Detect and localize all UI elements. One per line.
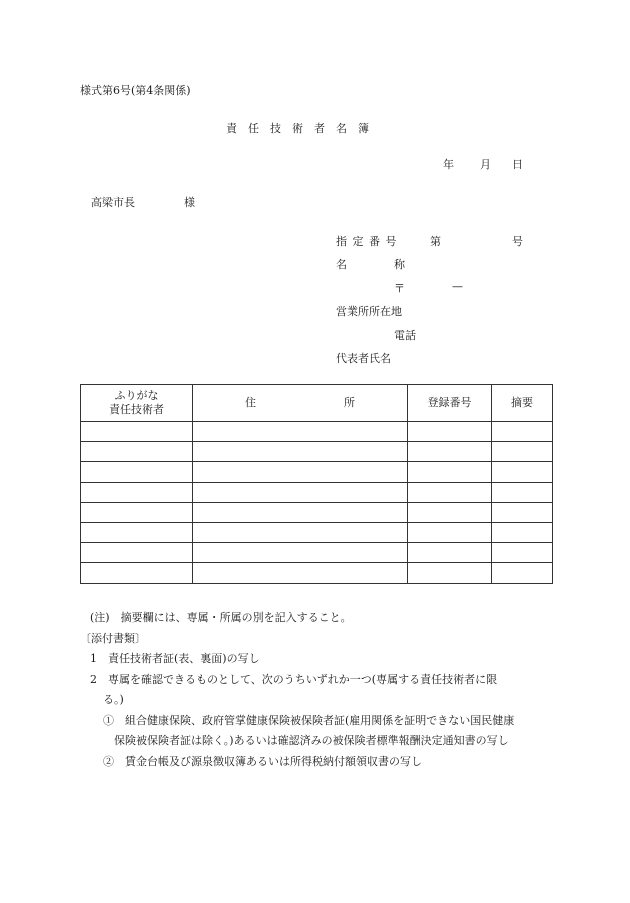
representative-name-label: 代表者氏名 [336,352,391,365]
name-label-first: 名 [336,258,347,271]
cell-technician-name[interactable] [81,563,193,583]
form-number: 様式第6号(第4条関係) [80,84,191,97]
cell-remarks[interactable] [492,502,553,522]
attachment-sub-item-1-continued: 保険被保険者証は除く。)あるいは確認済みの被保険者標準報酬決定通知書の写し [114,734,509,747]
document-title: 責 任 技 術 者 名 簿 [226,122,369,135]
table-row [81,543,553,563]
cell-address[interactable] [193,522,408,542]
cell-technician-name[interactable] [81,442,193,462]
header-remarks: 摘要 [492,385,553,422]
phone-label: 電話 [394,329,416,342]
attachment-sub-item-1: ① 組合健康保険、政府管掌健康保険被保険者証(雇用関係を証明できない国民健康 [103,713,515,727]
attachment-item-2: 2 専属を確認できるものとして、次のうちいずれか一つ(専属する責任技術者に限 [90,672,498,686]
cell-address[interactable] [193,442,408,462]
table-row [81,563,553,583]
attachment-sub-item-2: ② 賃金台帳及び源泉徴収簿あるいは所得税納付額領収書の写し [103,754,422,768]
table-row [81,522,553,542]
cell-technician-name[interactable] [81,522,193,542]
addressee-name: 高梁市長 [91,196,135,209]
attachment-item-1: 1 責任技術者証(表、裏面)の写し [90,652,260,665]
header-address [193,385,408,422]
table-row [81,442,553,462]
addressee-honorific: 様 [184,196,195,209]
cell-technician-name[interactable] [81,462,193,482]
technician-roster-table [80,384,553,584]
designation-suffix: 号 [512,235,523,248]
notes-section [80,608,560,772]
designation-number-label: 指 定 番 号 [336,235,398,248]
designation-prefix: 第 [430,235,441,248]
cell-address[interactable] [193,543,408,563]
cell-technician-name[interactable] [81,543,193,563]
cell-address[interactable] [193,563,408,583]
table-row [81,482,553,502]
header-registration-number: 登録番号 [408,385,492,422]
date-day: 日 [512,158,523,171]
postal-dash: — [452,280,463,293]
cell-registration-number[interactable] [408,522,492,542]
cell-registration-number[interactable] [408,462,492,482]
header-address-first: 住 [245,396,256,409]
cell-address[interactable] [193,502,408,522]
cell-address[interactable] [193,462,408,482]
cell-remarks[interactable] [492,462,553,482]
attachments-heading: 〔添付書類〕 [80,631,146,645]
cell-address[interactable] [193,482,408,502]
header-furigana: ふりがな [114,389,159,402]
cell-remarks[interactable] [492,522,553,542]
note-remarks-instruction: (注) 摘要欄には、専属・所属の別を記入すること。 [90,611,352,624]
attachment-item-2-continued: る。) [103,693,124,706]
cell-registration-number[interactable] [408,482,492,502]
table-row [81,462,553,482]
cell-registration-number[interactable] [408,543,492,563]
postal-mark: 〒 [394,282,405,295]
header-technician: 責任技術者 [109,403,164,416]
cell-technician-name[interactable] [81,482,193,502]
name-label-second: 称 [394,258,405,271]
table-row [81,422,553,442]
cell-technician-name[interactable] [81,502,193,522]
table-row [81,502,553,522]
cell-registration-number[interactable] [408,422,492,442]
cell-address[interactable] [193,422,408,442]
cell-remarks[interactable] [492,422,553,442]
cell-registration-number[interactable] [408,442,492,462]
table-header-row [81,385,553,422]
date-month: 月 [480,158,491,171]
cell-remarks[interactable] [492,442,553,462]
cell-remarks[interactable] [492,543,553,563]
cell-technician-name[interactable] [81,422,193,442]
cell-remarks[interactable] [492,563,553,583]
cell-registration-number[interactable] [408,563,492,583]
office-location-label: 営業所所在地 [336,305,402,318]
cell-registration-number[interactable] [408,502,492,522]
header-address-second: 所 [344,396,355,409]
date-year: 年 [443,158,454,171]
cell-remarks[interactable] [492,482,553,502]
header-technician-name [81,385,193,422]
